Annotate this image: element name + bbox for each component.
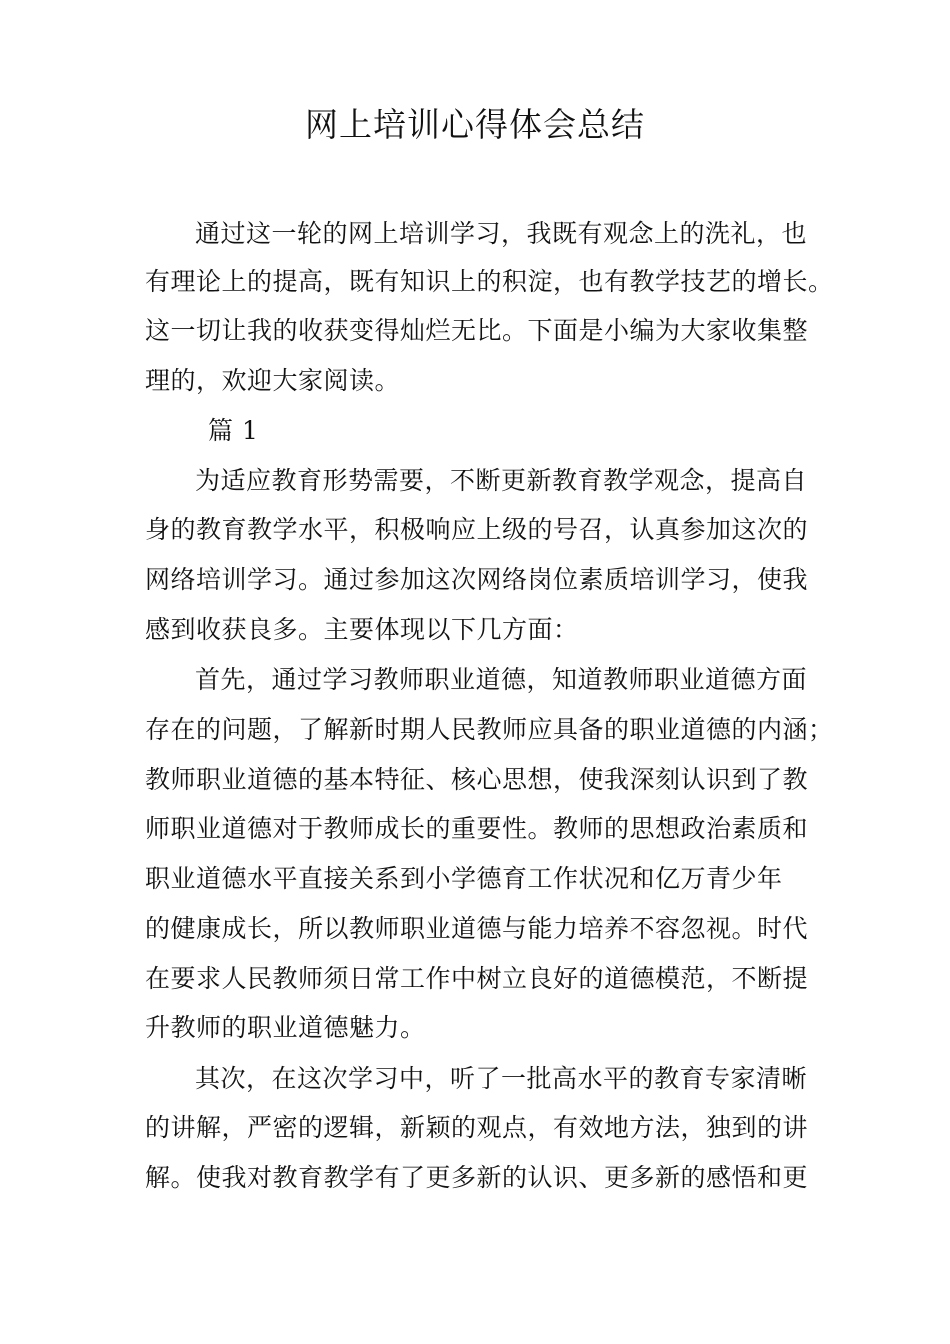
paragraph-line: 解。使我对教育教学有了更多新的认识、更多新的感悟和更 xyxy=(145,1163,809,1192)
paragraph-line: 身的教育教学水平，积极响应上级的号召，认真参加这次的 xyxy=(145,515,809,544)
intro-line-3: 这一切让我的收获变得灿烂无比。下面是小编为大家收集整 xyxy=(145,316,809,345)
paragraph-line: 升教师的职业道德魅力。 xyxy=(145,1013,426,1042)
paragraph-line: 师职业道德对于教师成长的重要性。教师的思想政治素质和 xyxy=(145,814,809,843)
paragraph-line: 存在的问题，了解新时期人民教师应具备的职业道德的内涵； xyxy=(145,715,834,744)
paragraph-line: 网络培训学习。通过参加这次网络岗位素质培训学习，使我 xyxy=(145,565,809,594)
paragraph-line: 的讲解，严密的逻辑，新颖的观点，有效地方法，独到的讲 xyxy=(145,1113,809,1142)
paragraph-line: 在要求人民教师须日常工作中树立良好的道德模范，不断提 xyxy=(145,964,809,993)
document-title: 网上培训心得体会总结 xyxy=(305,105,645,144)
section-heading: 篇 1 xyxy=(208,416,259,445)
paragraph-line: 的健康成长，所以教师职业道德与能力培养不容忽视。时代 xyxy=(145,914,809,943)
paragraph-line: 教师职业道德的基本特征、核心思想，使我深刻认识到了教 xyxy=(145,765,809,794)
paragraph-line: 为适应教育形势需要，不断更新教育教学观念，提高自 xyxy=(195,466,808,495)
intro-line-1: 通过这一轮的网上培训学习，我既有观念上的洗礼，也 xyxy=(195,219,808,248)
paragraph-line: 首先，通过学习教师职业道德，知道教师职业道德方面 xyxy=(195,665,808,694)
intro-line-4: 理的，欢迎大家阅读。 xyxy=(145,366,401,395)
intro-line-2: 有理论上的提高，既有知识上的积淀，也有教学技艺的增长。 xyxy=(145,267,834,296)
paragraph-line: 职业道德水平直接关系到小学德育工作状况和亿万青少年 xyxy=(145,864,783,893)
paragraph-line: 感到收获良多。主要体现以下几方面： xyxy=(145,615,579,644)
paragraph-line: 其次，在这次学习中，听了一批高水平的教育专家清晰 xyxy=(195,1064,808,1093)
